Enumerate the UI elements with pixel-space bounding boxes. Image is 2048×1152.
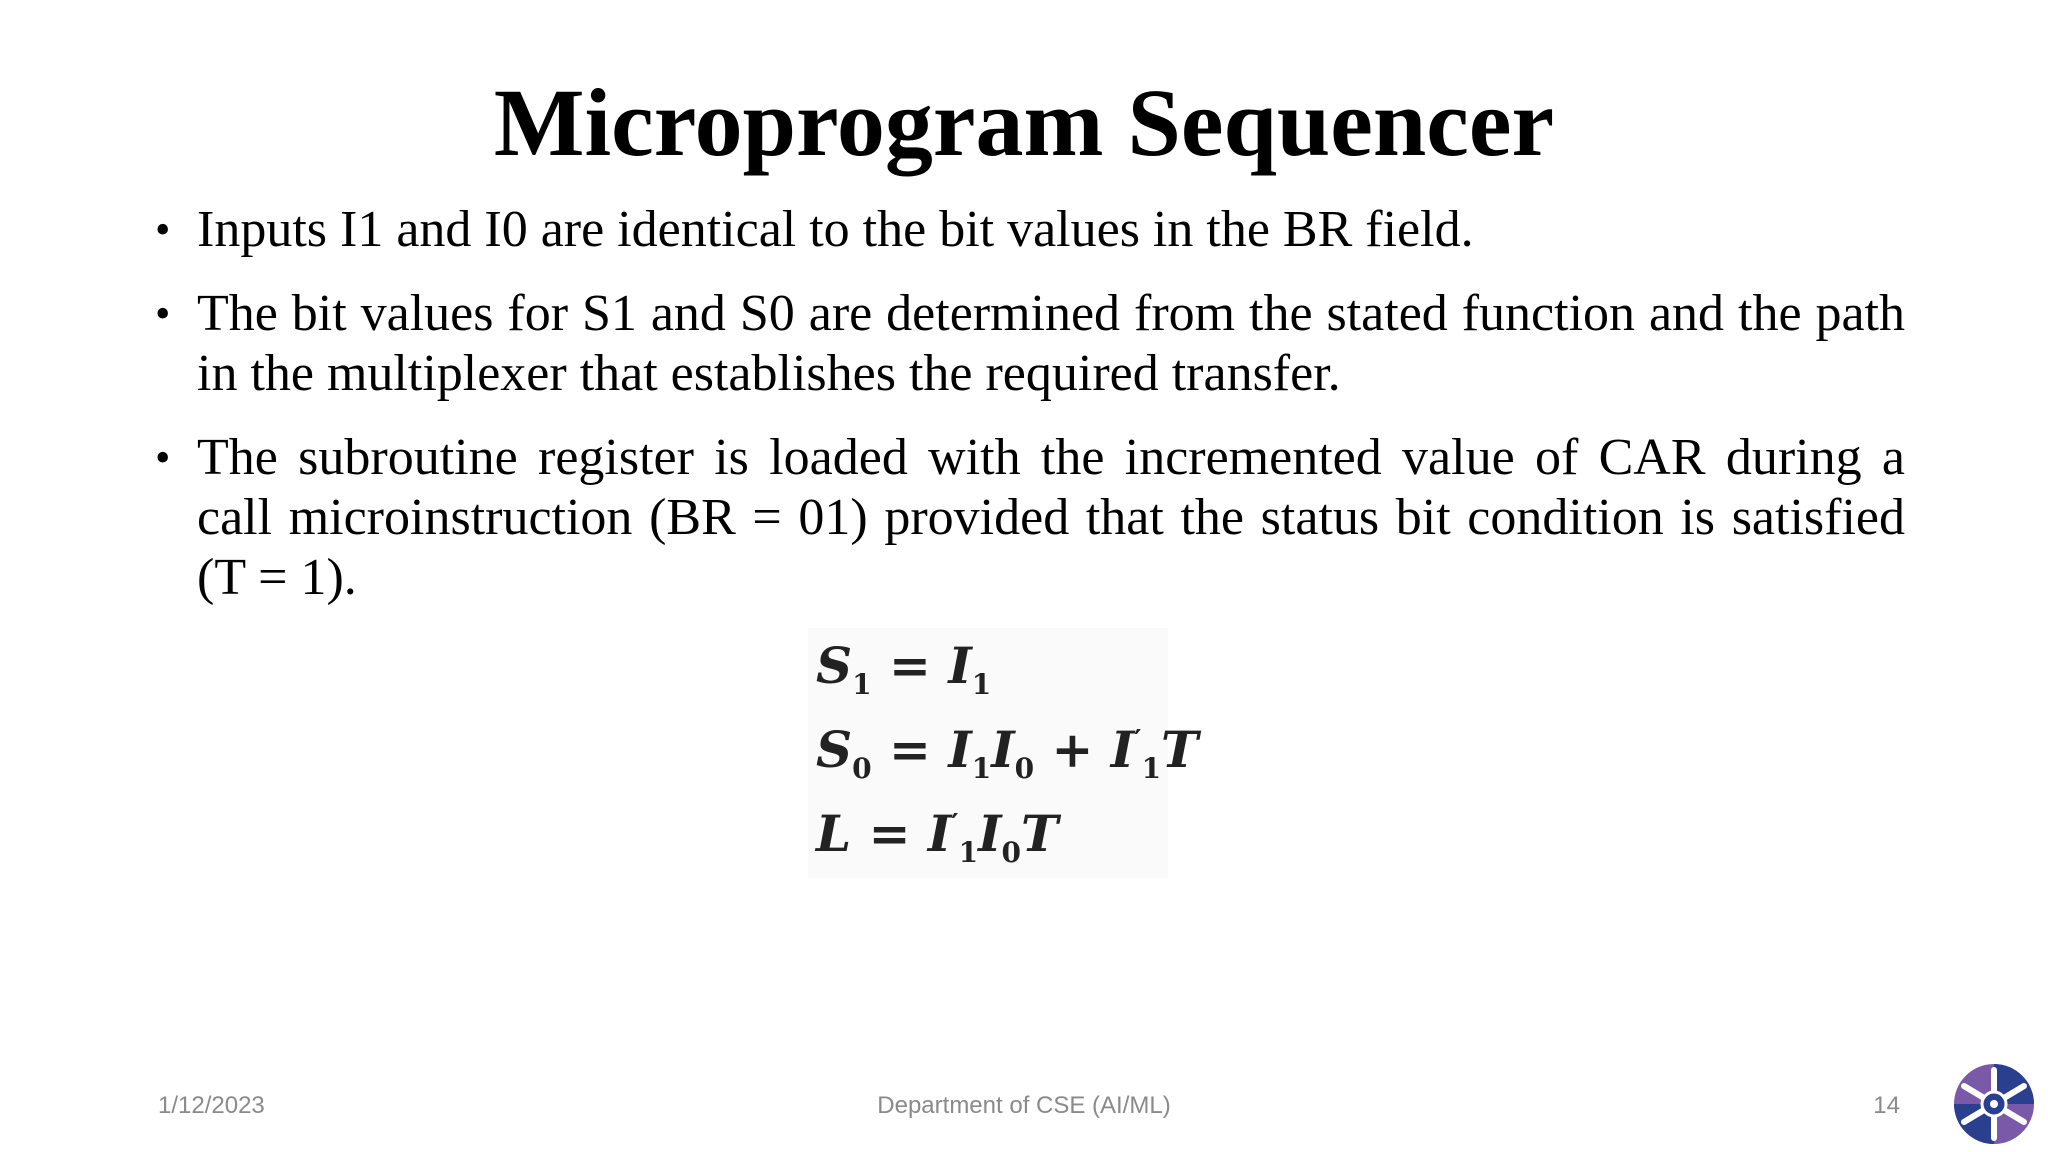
- bullet-text: The subroutine register is loaded with the incremented value of CAR during a call microinstruction (BR = 01) provided that the status bit condition is satisfied (T = 1).: [197, 429, 1905, 606]
- bullet-list: [155, 200, 1905, 632]
- bullet-text: The bit values for S1 and S0 are determined from the stated function and the path in the multiplexer that establishes the required transfer.: [197, 285, 1905, 402]
- university-emblem-icon: [1950, 1060, 2038, 1148]
- bullet-dot-icon: •: [155, 433, 171, 482]
- equation-s0: $S_0 = I_1I_0 + I'_1T$: [816, 720, 1199, 785]
- bullet-dot-icon: •: [155, 205, 171, 254]
- bullet-item: [155, 284, 1905, 404]
- footer-page-number: 14: [1873, 1092, 1900, 1119]
- footer-date: 1/12/2023: [158, 1092, 265, 1119]
- bullet-dot-icon: •: [155, 289, 171, 338]
- bullet-item: [155, 200, 1905, 260]
- bullet-item: [155, 428, 1905, 608]
- equation-l: $L = I'_1I_0T$: [816, 804, 1059, 869]
- bullet-text: Inputs I1 and I0 are identical to the bit values in the BR field.: [197, 201, 1474, 258]
- slide-title: Microprogram Sequencer: [493, 69, 1555, 176]
- equation-s1: $S_1 = I_1$: [816, 636, 992, 701]
- equation-image: [808, 628, 1199, 878]
- footer-department: Department of CSE (AI/ML): [877, 1092, 1171, 1119]
